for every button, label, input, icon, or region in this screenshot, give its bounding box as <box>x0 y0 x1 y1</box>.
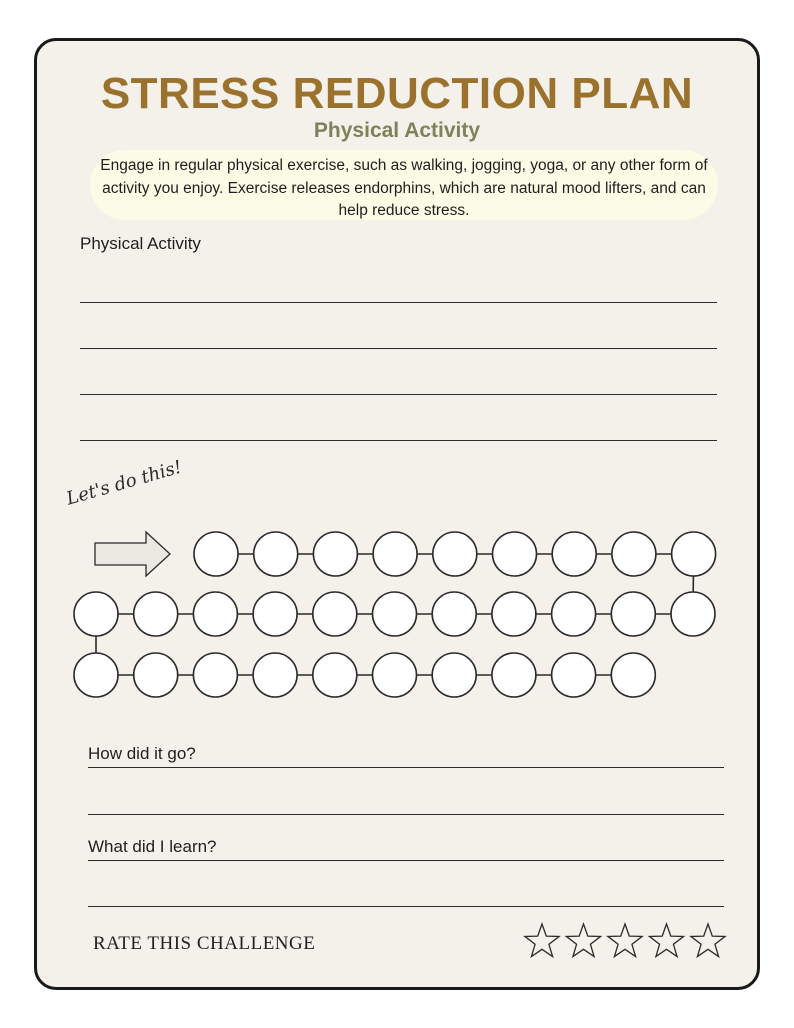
right-arrow-icon <box>95 532 170 576</box>
tracker-circle-25[interactable] <box>313 653 357 697</box>
tracker-circle-18[interactable] <box>193 592 237 636</box>
tracker-circle-5[interactable] <box>433 532 477 576</box>
tracker-circle-6[interactable] <box>493 532 537 576</box>
tracker-circle-7[interactable] <box>552 532 596 576</box>
tracker-circle-21[interactable] <box>74 653 118 697</box>
how-did-it-go-label: How did it go? <box>88 744 196 763</box>
what-did-i-learn-label: What did I learn? <box>88 837 217 856</box>
tracker-circle-2[interactable] <box>254 532 298 576</box>
lets-do-this-caption: Let's do this! <box>64 456 185 510</box>
tracker-circle-27[interactable] <box>432 653 476 697</box>
tracker-circle-12[interactable] <box>552 592 596 636</box>
rate-challenge-label: RATE THIS CHALLENGE <box>93 933 316 954</box>
tracker-circle-16[interactable] <box>313 592 357 636</box>
tracker-circle-30[interactable] <box>611 653 655 697</box>
activity-label: Physical Activity <box>80 234 201 253</box>
tracker-circle-26[interactable] <box>373 653 417 697</box>
tracker-circle-14[interactable] <box>432 592 476 636</box>
tracker-circle-29[interactable] <box>552 653 596 697</box>
tracker-circle-17[interactable] <box>253 592 297 636</box>
tracker-circle-19[interactable] <box>134 592 178 636</box>
tracker-circle-9[interactable] <box>672 532 716 576</box>
tracker-circle-22[interactable] <box>134 653 178 697</box>
intro-text: Engage in regular physical exercise, such as walking, jogging, yoga, or any other form of activity you enjoy. Exercise releases endorphins, which are natural mood lifters, and can help reduce stress. <box>100 157 708 219</box>
tracker-circle-15[interactable] <box>373 592 417 636</box>
tracker-circle-24[interactable] <box>253 653 297 697</box>
tracker-circle-11[interactable] <box>611 592 655 636</box>
page-title: STRESS REDUCTION PLAN <box>100 69 694 118</box>
tracker-circle-28[interactable] <box>492 653 536 697</box>
tracker-circle-13[interactable] <box>492 592 536 636</box>
tracker-circle-1[interactable] <box>194 532 238 576</box>
tracker-circle-4[interactable] <box>373 532 417 576</box>
tracker-circle-20[interactable] <box>74 592 118 636</box>
tracker-circle-10[interactable] <box>671 592 715 636</box>
tracker-circle-3[interactable] <box>313 532 357 576</box>
tracker-circle-8[interactable] <box>612 532 656 576</box>
page-subtitle: Physical Activity <box>313 119 481 142</box>
tracker-circle-23[interactable] <box>193 653 237 697</box>
